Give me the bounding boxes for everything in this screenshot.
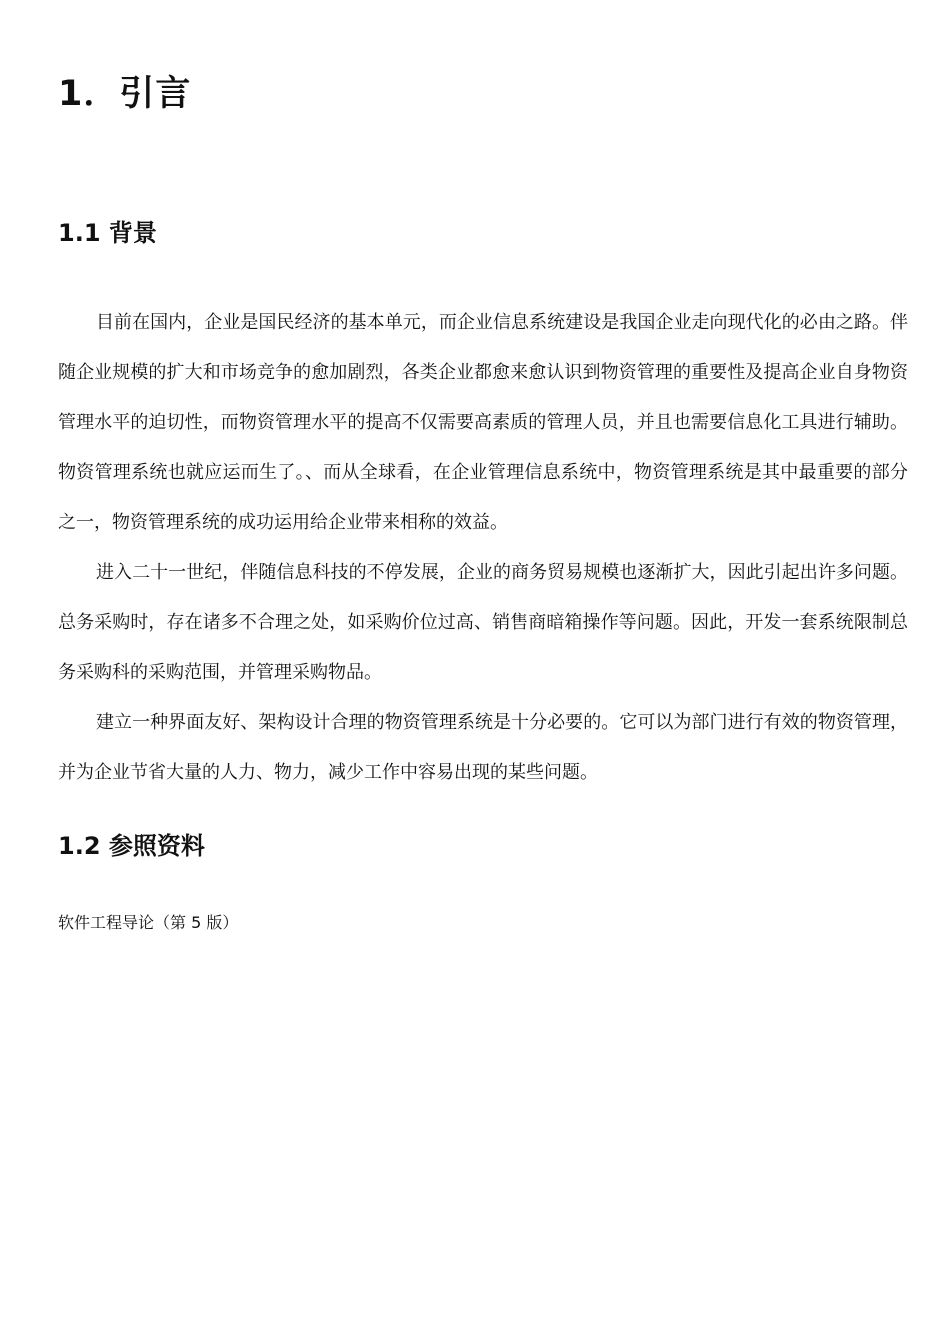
background-body [58,298,908,798]
paragraph: 进入二十一世纪，伴随信息科技的不停发展，企业的商务贸易规模也逐渐扩大，因此引起出许多问题。总务采购时，存在诸多不合理之处，如采购价位过高、销售商暗箱操作等问题。因此，开发一套系统限制总务采购科的采购范围，并管理采购物品。 [58,562,908,683]
section-heading-background: 1.1 背景 [58,219,157,247]
chapter-heading: 1．引言 [58,74,192,114]
paragraph: 目前在国内，企业是国民经济的基本单元，而企业信息系统建设是我国企业走向现代化的必由之路。伴随企业规模的扩大和市场竞争的愈加剧烈，各类企业都愈来愈认识到物资管理的重要性及提高企业自身物资管理水平的迫切性，而物资管理水平的提高不仅需要高素质的管理人员，并且也需要信息化工具进行辅助。物资管理系统也就应运而生了。、而从全球看，在企业管理信息系统中，物资管理系统是其中最重要的部分之一，物资管理系统的成功运用给企业带来相称的效益。 [58,312,908,533]
section-heading-references: 1.2 参照资料 [58,832,205,860]
paragraph: 建立一种界面友好、架构设计合理的物资管理系统是十分必要的。它可以为部门进行有效的物资管理，并为企业节省大量的人力、物力，减少工作中容易出现的某些问题。 [58,712,908,783]
reference-item: 软件工程导论（第 5 版） [58,913,239,932]
